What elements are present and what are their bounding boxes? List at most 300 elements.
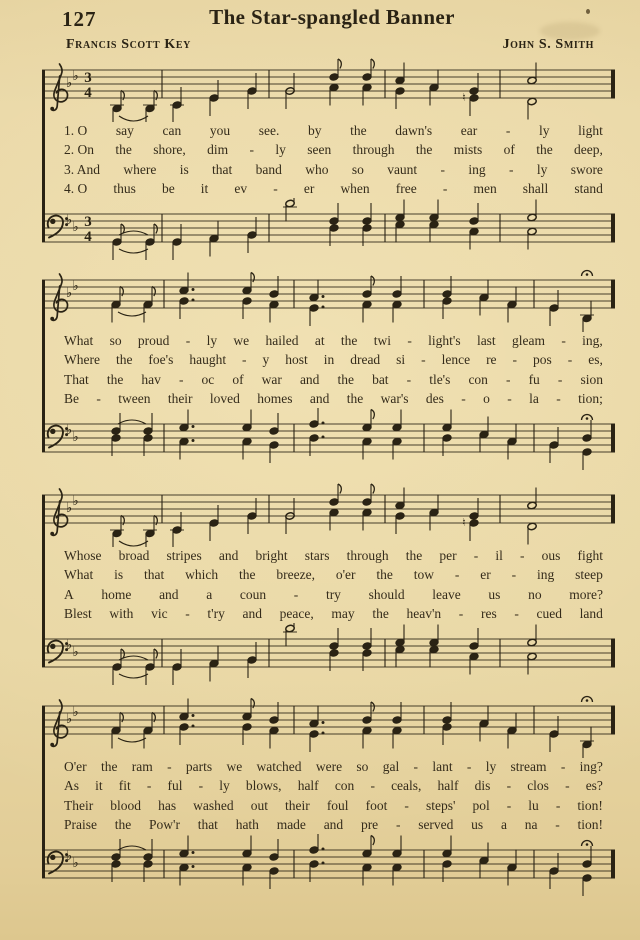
notehead <box>329 498 339 506</box>
lyric-syllable: haught <box>189 352 227 368</box>
notehead <box>395 512 405 520</box>
augmentation-dot <box>322 862 325 865</box>
note <box>269 702 279 749</box>
lyric-syllable: made <box>276 816 306 832</box>
notehead <box>362 300 372 308</box>
lyric-syllable: ear <box>460 123 478 138</box>
note <box>479 706 489 742</box>
note <box>309 408 324 456</box>
notehead <box>582 448 592 456</box>
lyric-syllable: con <box>468 371 488 387</box>
notehead <box>309 860 319 868</box>
augmentation-dot <box>192 725 195 728</box>
svg-text:4: 4 <box>84 85 92 101</box>
notehead <box>242 849 252 857</box>
augmentation-dot <box>322 306 325 309</box>
lyric-syllable: and <box>309 390 330 406</box>
lyric-syllable: - <box>514 605 519 621</box>
note <box>429 495 439 531</box>
notehead <box>247 87 257 95</box>
notehead <box>527 501 537 509</box>
slur <box>119 674 148 678</box>
notehead <box>395 501 405 509</box>
lyric-syllable: 2. On <box>64 142 94 158</box>
verse-line <box>64 141 603 159</box>
lyric-syllable: es, <box>588 352 603 368</box>
lyric-syllable: - <box>406 371 412 387</box>
notehead <box>527 638 537 646</box>
verse-line <box>64 332 603 350</box>
lyric-syllable: fit <box>118 778 131 794</box>
notehead <box>112 238 122 246</box>
lyric-syllable: What <box>64 333 94 348</box>
lyric-syllable: foe's <box>148 352 174 368</box>
lyric-syllable: - <box>508 161 514 177</box>
lyric-syllable: through <box>352 142 395 158</box>
note <box>395 488 405 535</box>
lyric-syllable: tween <box>118 390 151 406</box>
verse-line <box>64 547 603 565</box>
lyric-syllable: Their <box>64 797 94 813</box>
flat-sign-icon: ♭ <box>72 856 79 871</box>
lyric-syllable: host <box>285 352 308 368</box>
lyric-syllable: - <box>561 333 566 348</box>
note <box>209 80 219 116</box>
lyric-syllable: washed <box>193 797 234 813</box>
lyric-syllable: tion! <box>577 797 603 813</box>
notehead <box>269 427 279 435</box>
treble-staff-svg <box>42 483 617 547</box>
lyricist-name: Francis Scott Key <box>66 37 191 52</box>
augmentation-dot <box>322 436 325 439</box>
flat-sign-icon: ♭ <box>66 501 73 516</box>
notehead <box>329 217 339 225</box>
notehead <box>172 663 182 671</box>
final-barline <box>611 495 615 524</box>
note <box>442 276 452 319</box>
note <box>462 498 479 541</box>
notehead <box>329 649 339 657</box>
notehead <box>111 726 121 734</box>
lyric-syllable: - <box>442 180 448 196</box>
notehead <box>507 437 517 445</box>
lyric-syllable: heav'n <box>406 605 442 621</box>
notehead <box>442 849 452 857</box>
lyric-syllable: foot <box>365 797 388 813</box>
lyric-syllable: - <box>473 548 479 563</box>
note <box>582 841 593 897</box>
notehead <box>309 304 319 312</box>
lyric-syllable: ev <box>234 180 248 196</box>
lyric-syllable: vic <box>151 605 168 621</box>
lyric-syllable: out <box>250 797 268 813</box>
lyric-syllable: be <box>161 180 175 196</box>
lyric-syllable: y <box>262 352 270 368</box>
notehead <box>582 860 592 868</box>
verses-block <box>42 546 617 624</box>
notehead <box>469 87 479 95</box>
lyric-syllable: dim <box>207 142 229 158</box>
notehead <box>442 860 452 868</box>
note <box>442 410 452 457</box>
notehead <box>269 290 279 298</box>
notehead <box>549 441 559 449</box>
lyric-syllable: 1. O <box>64 123 88 138</box>
verse-line <box>64 605 603 623</box>
notehead <box>429 638 439 646</box>
notehead <box>549 867 559 875</box>
note <box>507 424 517 460</box>
lyric-syllable: - <box>519 548 525 563</box>
notehead <box>309 420 319 428</box>
notehead <box>362 83 372 91</box>
notehead <box>329 508 339 516</box>
verses-block <box>42 331 617 409</box>
lyric-syllable: served <box>418 816 454 832</box>
notehead <box>242 723 252 731</box>
notehead <box>179 286 189 294</box>
svg-text:4: 4 <box>84 229 92 245</box>
notehead <box>507 300 517 308</box>
treble-clef-icon <box>50 700 67 747</box>
note <box>309 706 324 753</box>
notehead <box>179 712 189 720</box>
lyric-syllable: - <box>567 352 573 368</box>
music-system-1 <box>42 58 617 262</box>
lyric-syllable: steep <box>575 567 603 583</box>
lyric-syllable: who <box>305 161 329 177</box>
lyric-syllable: - <box>565 778 570 794</box>
notehead <box>172 526 182 534</box>
lyric-syllable: - <box>555 797 561 813</box>
notehead <box>549 730 559 738</box>
svg-text:3: 3 <box>84 70 92 86</box>
final-barline <box>611 424 615 453</box>
notehead <box>392 300 402 308</box>
augmentation-dot <box>192 299 195 302</box>
lyric-syllable: - <box>506 778 512 794</box>
note <box>507 850 517 886</box>
verse-line <box>64 566 603 584</box>
lyric-syllable: stand <box>574 180 603 196</box>
notehead <box>362 423 372 431</box>
notehead <box>429 645 439 653</box>
note <box>247 217 257 253</box>
notehead <box>362 508 372 516</box>
time-signature <box>84 214 92 245</box>
final-barline <box>611 214 615 243</box>
note <box>143 839 153 882</box>
lyric-syllable: ous <box>541 548 561 563</box>
notehead <box>442 297 452 305</box>
lyric-syllable: - <box>146 778 152 794</box>
lyric-syllable: the <box>239 567 256 583</box>
lyric-syllable: ful <box>167 778 183 794</box>
note <box>209 505 219 541</box>
lyric-syllable: ly <box>206 333 218 348</box>
lyric-syllable: - <box>185 605 190 621</box>
flat-sign-icon: ♭ <box>72 705 79 720</box>
note <box>442 702 452 745</box>
note <box>111 287 123 323</box>
notehead <box>179 723 189 731</box>
flat-sign-icon: ♭ <box>66 423 73 438</box>
notehead <box>111 860 121 868</box>
verse-line <box>64 816 603 834</box>
slur <box>118 420 146 424</box>
lyric-syllable: watched <box>256 759 302 774</box>
note <box>479 843 489 879</box>
notehead <box>507 863 517 871</box>
lyric-syllable: clos <box>527 778 549 794</box>
lyric-syllable: blows, <box>245 778 282 794</box>
lyric-syllable: the <box>106 371 124 387</box>
notehead <box>269 716 279 724</box>
note <box>362 628 372 671</box>
lyric-syllable: breeze, <box>276 567 315 583</box>
verse-line <box>64 797 603 815</box>
final-barline <box>611 639 615 668</box>
lyric-syllable: broad <box>118 548 150 563</box>
notehead <box>269 853 279 861</box>
notehead <box>247 656 257 664</box>
lyric-syllable: si <box>396 352 406 368</box>
note <box>549 290 559 326</box>
flat-sign-icon: ♭ <box>66 712 73 727</box>
lyric-syllable: es? <box>585 778 603 794</box>
lyric-syllable: land <box>579 605 603 621</box>
lyric-syllable: that <box>144 567 165 583</box>
notehead <box>309 434 319 442</box>
lyric-syllable: Praise <box>64 816 97 832</box>
lyric-syllable: As <box>64 778 80 794</box>
note <box>143 713 155 749</box>
augmentation-dot <box>322 422 325 425</box>
lyric-syllable: half <box>297 778 319 794</box>
notehead <box>469 512 479 520</box>
notehead <box>269 300 279 308</box>
notehead <box>145 238 155 246</box>
hymn-title: The Star-spangled Banner <box>209 5 455 29</box>
lyric-syllable: - <box>557 371 563 387</box>
note <box>179 273 194 320</box>
lyric-syllable: the <box>376 567 393 583</box>
augmentation-dot <box>322 732 325 735</box>
note <box>247 642 257 678</box>
lyric-syllable: the <box>415 142 433 158</box>
verse-line <box>64 371 603 389</box>
lyric-syllable: mists <box>453 142 483 158</box>
notehead <box>582 740 592 748</box>
lyric-syllable: the <box>115 142 132 158</box>
lyric-syllable: - <box>466 759 472 774</box>
lyric-syllable: - <box>507 390 512 406</box>
lyric-syllable: home <box>101 586 132 602</box>
lyric-syllable: try <box>325 586 341 602</box>
notehead <box>143 853 153 861</box>
notehead <box>392 716 402 724</box>
notehead <box>112 104 122 112</box>
notehead <box>527 97 537 105</box>
notehead <box>242 437 252 445</box>
lyric-syllable: seen <box>307 142 332 158</box>
notehead <box>329 642 339 650</box>
note <box>283 623 297 647</box>
lyric-syllable: their <box>285 797 310 813</box>
composer-name: John S. Smith <box>502 37 594 52</box>
lyric-syllable: - <box>293 586 299 602</box>
augmentation-dot <box>322 721 325 724</box>
notehead <box>329 224 339 232</box>
lyric-syllable: bright <box>255 548 288 563</box>
lyric-syllable: may <box>331 605 355 621</box>
lyric-syllable: us <box>471 816 484 832</box>
verse-line <box>64 758 603 776</box>
lyric-syllable: through <box>346 548 389 563</box>
bass-staff-svg <box>42 198 617 262</box>
page-number: 127 <box>62 7 97 31</box>
lyric-syllable: oc <box>201 371 215 387</box>
notehead <box>582 434 592 442</box>
lyric-syllable: see. <box>258 123 280 138</box>
note <box>110 91 124 123</box>
lyric-syllable: ram <box>131 759 153 774</box>
svg-text:3: 3 <box>84 214 92 230</box>
lyric-syllable: - <box>413 759 419 774</box>
lyric-syllable: ceals, <box>391 778 422 794</box>
notehead <box>145 529 155 537</box>
flat-sign-icon: ♭ <box>66 76 73 91</box>
notehead <box>392 423 402 431</box>
lyric-syllable: ly <box>536 161 548 177</box>
augmentation-dot <box>192 865 195 868</box>
lyric-syllable: A <box>64 586 74 602</box>
lyric-syllable: na <box>524 816 538 832</box>
lyric-syllable: proud <box>137 333 170 348</box>
lyric-syllable: where <box>123 161 157 177</box>
notehead <box>362 217 372 225</box>
lyric-syllable: - <box>440 161 446 177</box>
final-barline <box>611 70 615 99</box>
natural-sign-icon: ♮ <box>462 516 466 529</box>
note <box>507 713 517 749</box>
note <box>362 484 374 531</box>
notehead <box>269 726 279 734</box>
notehead <box>479 856 489 864</box>
note <box>170 512 184 547</box>
lyric-syllable: - <box>167 759 172 774</box>
note <box>247 73 257 109</box>
note <box>329 484 341 531</box>
bass-staff-svg <box>42 623 617 687</box>
lyric-syllable: er <box>480 567 491 583</box>
lyric-syllable: light <box>578 123 603 138</box>
lyric-syllable: can <box>162 123 182 138</box>
lyric-syllable: it <box>95 778 103 794</box>
note <box>362 702 374 749</box>
slur <box>118 846 146 850</box>
fermata-dot <box>586 843 589 846</box>
notehead <box>143 726 153 734</box>
lyric-syllable: in <box>323 352 335 368</box>
flat-sign-icon: ♭ <box>72 430 79 445</box>
augmentation-dot <box>322 848 325 851</box>
bass-staff-svg <box>42 834 617 898</box>
note <box>429 70 439 106</box>
notehead <box>309 293 319 301</box>
augmentation-dot <box>192 288 195 291</box>
slur <box>118 738 146 742</box>
notehead <box>442 716 452 724</box>
lyric-syllable: the <box>350 123 367 138</box>
lyric-syllable: bat <box>372 371 389 387</box>
lyric-syllable: shore, <box>153 142 186 158</box>
lyric-syllable: fu <box>528 371 540 387</box>
lyric-syllable: the <box>536 142 553 158</box>
system-left-barline <box>42 495 45 667</box>
note <box>110 516 124 548</box>
lyric-syllable: 3. And <box>64 161 101 177</box>
note <box>479 417 489 453</box>
note <box>329 59 341 106</box>
note <box>549 853 559 889</box>
note <box>209 221 219 257</box>
notehead <box>442 290 452 298</box>
flat-sign-icon: ♭ <box>66 286 73 301</box>
lyric-syllable: - <box>458 605 464 621</box>
fermata-dot <box>586 417 589 420</box>
notehead <box>145 663 155 671</box>
note <box>247 498 257 534</box>
lyric-syllable: with <box>109 605 134 621</box>
notehead <box>112 529 122 537</box>
final-barline <box>611 280 615 309</box>
verses-block <box>42 121 617 199</box>
notehead <box>269 441 279 449</box>
lyric-syllable: and <box>299 371 320 387</box>
lyric-syllable: the <box>100 759 118 774</box>
lyric-syllable: leave <box>432 586 461 602</box>
note <box>179 699 194 746</box>
lyric-syllable: men <box>473 180 497 196</box>
lyric-syllable: is <box>179 161 189 177</box>
note <box>111 413 121 456</box>
augmentation-dot <box>192 714 195 717</box>
music-system-3 <box>42 483 617 687</box>
notehead <box>429 508 439 516</box>
lyric-syllable: lu <box>528 797 539 813</box>
lyric-syllable: fight <box>577 548 603 563</box>
lyric-syllable: has <box>158 797 177 813</box>
lyric-syllable: at <box>314 333 325 348</box>
lyric-syllable: of <box>503 142 515 158</box>
treble-clef-icon <box>50 489 67 536</box>
note <box>507 287 517 323</box>
note <box>392 276 402 323</box>
system-left-barline <box>42 280 45 452</box>
notehead <box>362 863 372 871</box>
note <box>469 628 479 675</box>
lyric-syllable: the <box>114 816 132 832</box>
notehead <box>479 430 489 438</box>
notehead <box>242 423 252 431</box>
flat-sign-icon: ♭ <box>72 494 79 509</box>
lyric-syllable: - <box>454 567 460 583</box>
lyric-syllable: stars <box>304 548 330 563</box>
lyric-syllable: tion! <box>577 816 603 832</box>
note <box>395 63 405 110</box>
lyric-syllable: sion <box>580 371 603 387</box>
